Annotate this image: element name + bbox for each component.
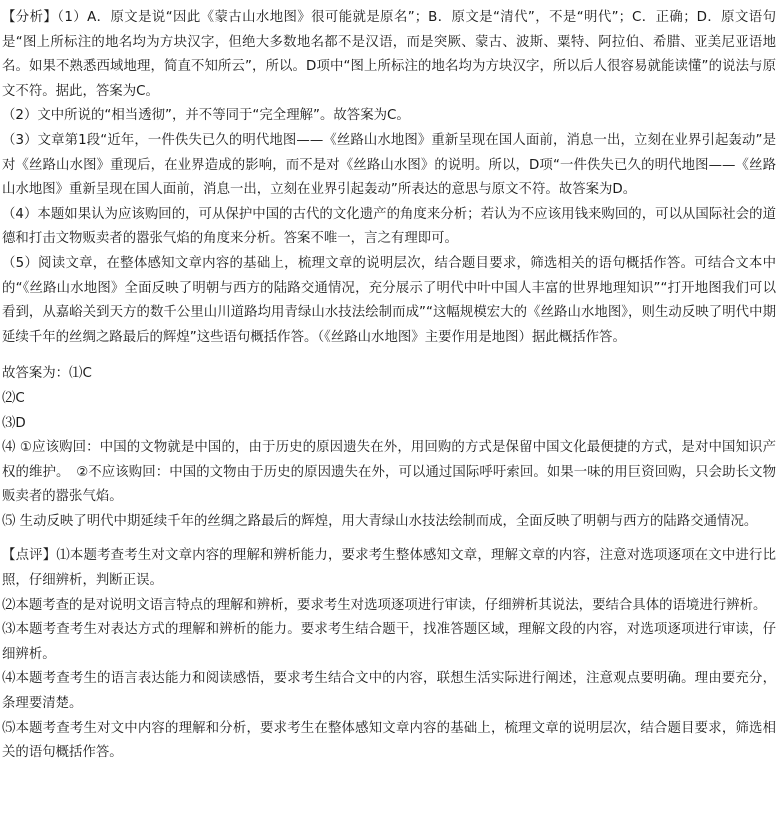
analysis-section <box>2 6 776 350</box>
comment-item-5: ⑸本题考查考生对文中内容的理解和分析，要求考生在整体感知文章内容的基础上，梳理文章的说明层次，结合题目要求，筛选相关的语句概括作答。 <box>2 720 776 761</box>
answers-section <box>2 362 776 534</box>
answer-item-2: ⑵C <box>2 390 25 406</box>
comment-item-1: 【点评】⑴本题考查考生对文章内容的理解和辨析能力，要求考生整体感知文章，理解文章的内容，注意对选项逐项在文中进行比照，仔细辨析，判断正误。 <box>2 548 776 589</box>
answer-item-5: ⑸ 生动反映了明代中期延续千年的丝绸之路最后的辉煌，用大青绿山水技法绘制而成，全面反映了明朝与西方的陆路交通情况。 <box>2 513 758 529</box>
spacer <box>2 350 776 362</box>
comment-item-3: ⑶本题考查考生对表达方式的理解和辨析的能力。要求考生结合题干，找准答题区域，理解文段的内容，对选项逐项进行审读，仔细辨析。 <box>2 622 776 662</box>
comments-section <box>2 544 776 765</box>
analysis-item-4: （4）本题如果认为应该购回的，可从保护中国的古代的文化遗产的角度来分析；若认为不应该用钱来购回的，可以从国际社会的道德和打击文物贩卖者的嚣张气焰的角度来分析。答案不唯一，言之有理即可。 <box>2 206 776 247</box>
answer-item-4: ⑷ ①应该购回：中国的文物就是中国的，由于历史的原因遗失在外，用回购的方式是保留中国文化最便捷的方式，是对中国知识产权的维护。 ②不应该购回：中国的文物由于历史的原因遗失在外，可以通过国际呼吁索回。如果一味的用巨资回购，只会助长文物贩卖者的嚣张气焰。 <box>2 440 776 505</box>
answer-item-1: 故答案为：⑴C <box>2 366 92 382</box>
analysis-item-5: （5）阅读文章，在整体感知文章内容的基础上，梳理文章的说明层次，结合题目要求，筛选相关的语句概括作答。可结合文本中的“《丝路山水地图》全面反映了明朝与西方的陆路交通情况，充分展示了明代中叶中国人丰富的世界地理知识”“打开地图我们可以看到，从嘉峪关到天方的数千公里山川道路均用青绿山水技法绘制而成”“这幅规模宏大的《丝路山水地图》，则生动反映了明代中期延续千年的丝绸之路最后的辉煌”这些语句概括作答。（《丝路山水地图》主要作用是地图）据此概括作答。 <box>2 255 776 345</box>
comment-item-2: ⑵本题考查的是对说明文语言特点的理解和辨析，要求考生对选项逐项进行审读，仔细辨析其说法，要结合具体的语境进行辨析。 <box>2 597 767 613</box>
analysis-item-2: （2）文中所说的“相当透彻”，并不等同于“完全理解”。故答案为C。 <box>2 108 410 124</box>
comment-item-4: ⑷本题考查考生的语言表达能力和阅读感悟，要求考生结合文中的内容，联想生活实际进行阐述，注意观点要明确。理由要充分，条理要清楚。 <box>2 671 776 712</box>
spacer <box>2 534 776 544</box>
analysis-item-3: （3）文章第1段“近年，一件佚失已久的明代地图——《丝路山水地图》重新呈现在国人面前，消息一出，立刻在业界引起轰动”是对《丝路山水图》重现后，在业界造成的影响，而不是对《丝路山水图》的说明。所以，D项“一件佚失已久的明代地图——《丝路山水地图》重新呈现在国人面前，消息一出，立刻在业界引起轰动”所表达的意思与原文不符。故答案为D。 <box>2 132 776 198</box>
answer-item-3: ⑶D <box>2 415 26 431</box>
analysis-item-1: 【分析】（1）A．原文是说“因此《蒙古山水地图》很可能就是原名”；B．原文是“清代”，不是“明代”；C．正确；D．原文语句是“图上所标注的地名均为方块汉字，但绝大多数地名都不是汉语，而是突厥、蒙古、波斯、粟特、阿拉伯、希腊、亚美尼亚语地名。如果不熟悉西域地理，简直不知所云”，所以。D项中“图上所标注的地名均为方块汉字，所以后人很容易就能读懂”的说法与原文不符。据此，答案为C。 <box>2 10 776 99</box>
